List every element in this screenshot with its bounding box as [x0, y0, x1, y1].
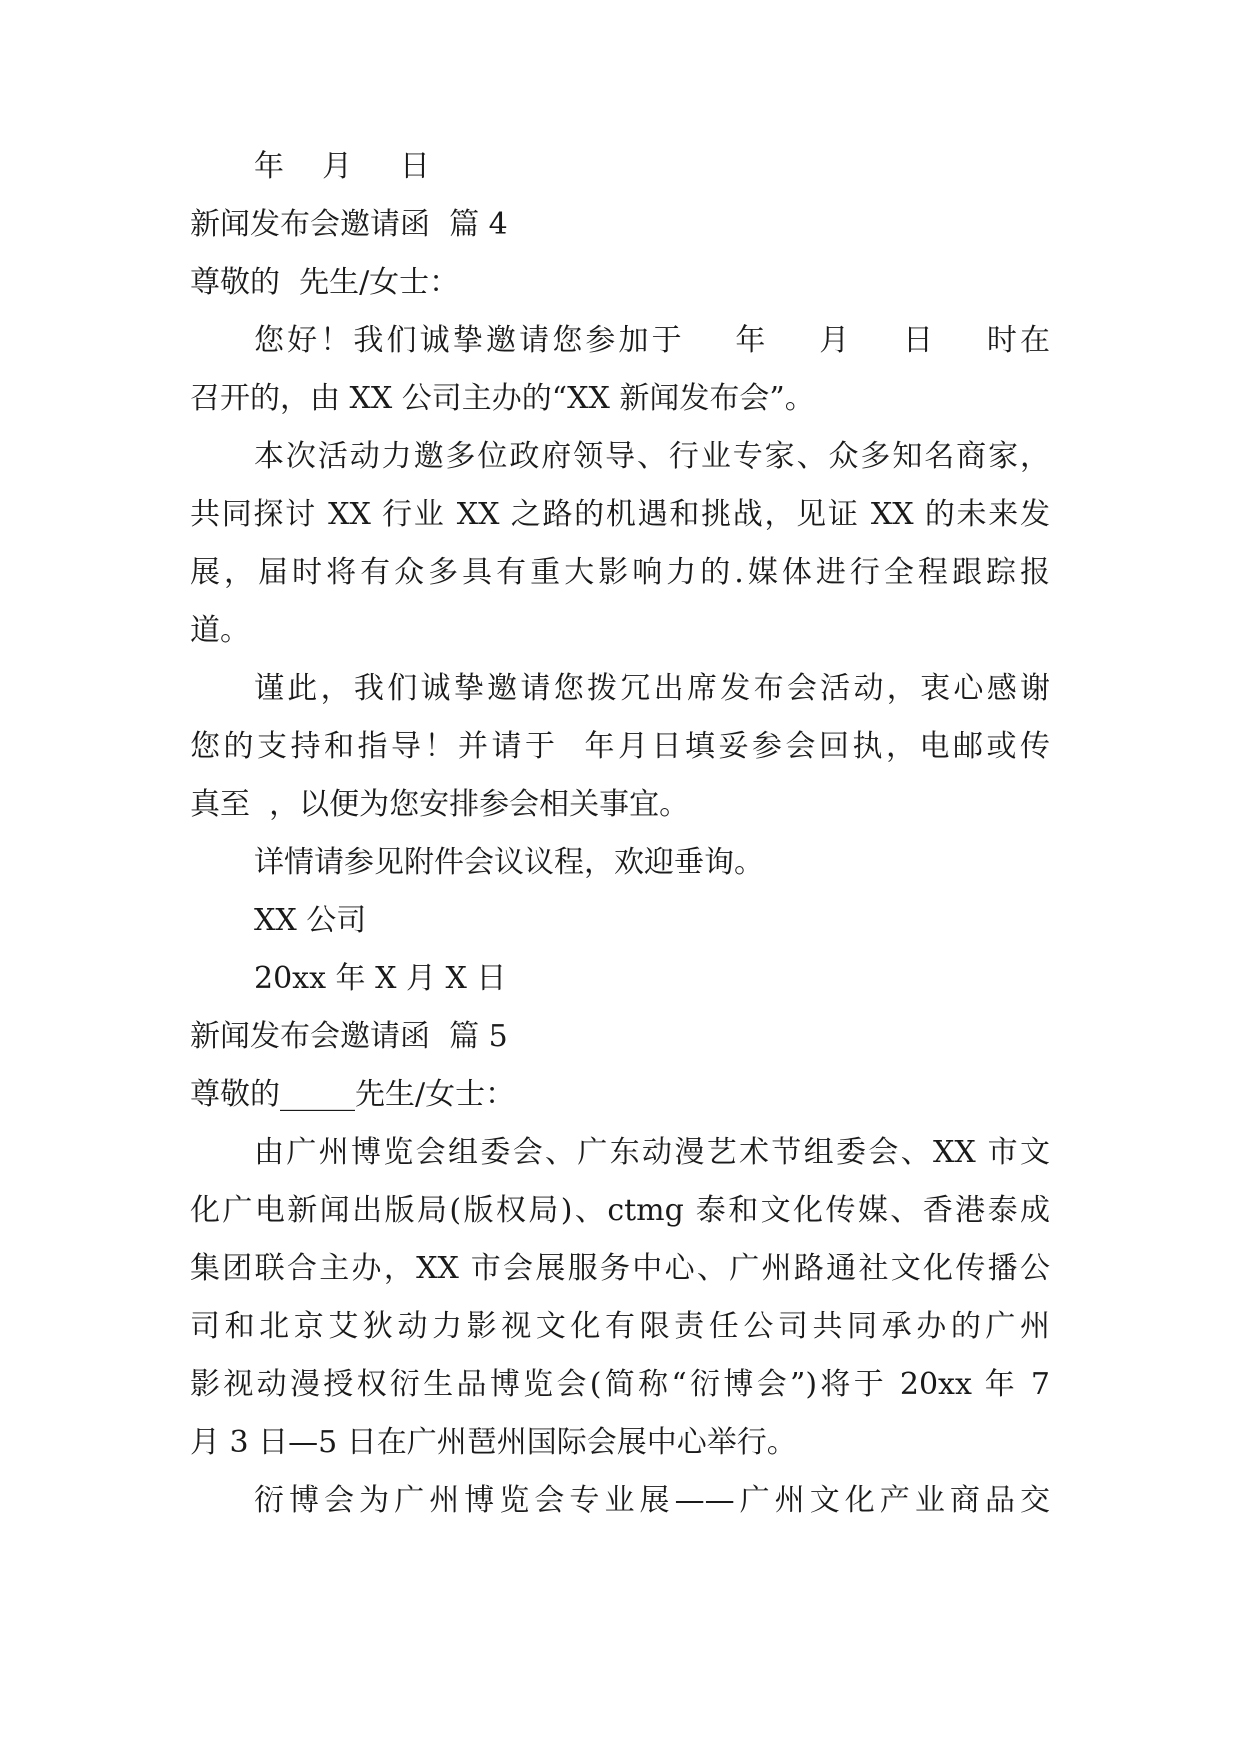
section4-p1-line1: 您好！我们诚挚邀请您参加于 年 月 日 时在 — [254, 323, 1050, 358]
section5-p2-line1: 衍博会为广州博览会专业展——广州文化产业商品交 — [254, 1483, 1050, 1518]
document-body — [190, 138, 1050, 1530]
section4-date: 20xx 年 X 月 X 日 — [254, 961, 507, 996]
date-placeholder: 年 月 日 — [254, 149, 430, 184]
section4-p3-line2: 您的支持和指导！并请于 年月日填妥参会回执，电邮或传 — [190, 729, 1050, 764]
section4-p2-line4: 道。 — [190, 613, 250, 648]
section4-p3-line3: 真至 ，以便为您安排参会相关事宜。 — [190, 787, 690, 822]
section4-p3-line1: 谨此，我们诚挚邀请您拨冗出席发布会活动，衷心感谢 — [254, 671, 1050, 706]
section4-p4: 详情请参见附件会议议程，欢迎垂询。 — [254, 845, 764, 880]
section4-title: 新闻发布会邀请函 篇 4 — [190, 207, 508, 242]
section5-p1-line4: 司和北京艾狄动力影视文化有限责任公司共同承办的广州 — [190, 1309, 1050, 1344]
section4-p1-line2: 召开的，由 XX 公司主办的“XX 新闻发布会”。 — [190, 381, 815, 416]
section4-p2-line1: 本次活动力邀多位政府领导、行业专家、众多知名商家， — [254, 439, 1050, 474]
section5-p1-line1: 由广州博览会组委会、广东动漫艺术节组委会、XX 市文 — [254, 1135, 1050, 1170]
section4-p2-line2: 共同探讨 XX 行业 XX 之路的机遇和挑战，见证 XX 的未来发 — [190, 497, 1050, 532]
section5-p1-line6: 月 3 日—5 日在广州琶州国际会展中心举行。 — [190, 1425, 797, 1460]
section4-salutation: 尊敬的 先生/女士： — [190, 265, 460, 300]
section5-title: 新闻发布会邀请函 篇 5 — [190, 1019, 508, 1054]
section4-signature: XX 公司 — [254, 903, 367, 938]
section5-p1-line5: 影视动漫授权衍生品博览会(简称“衍博会”)将于 20xx 年 7 — [190, 1367, 1050, 1402]
section4-p2-line3: 展，届时将有众多具有重大影响力的.媒体进行全程跟踪报 — [190, 555, 1050, 590]
section5-p1-line3: 集团联合主办，XX 市会展服务中心、广州路通社文化传播公 — [190, 1251, 1050, 1286]
section5-p1-line2: 化广电新闻出版局(版权局)、ctmg 泰和文化传媒、香港泰成 — [190, 1193, 1050, 1228]
section5-salutation: 尊敬的_____先生/女士： — [190, 1077, 516, 1112]
